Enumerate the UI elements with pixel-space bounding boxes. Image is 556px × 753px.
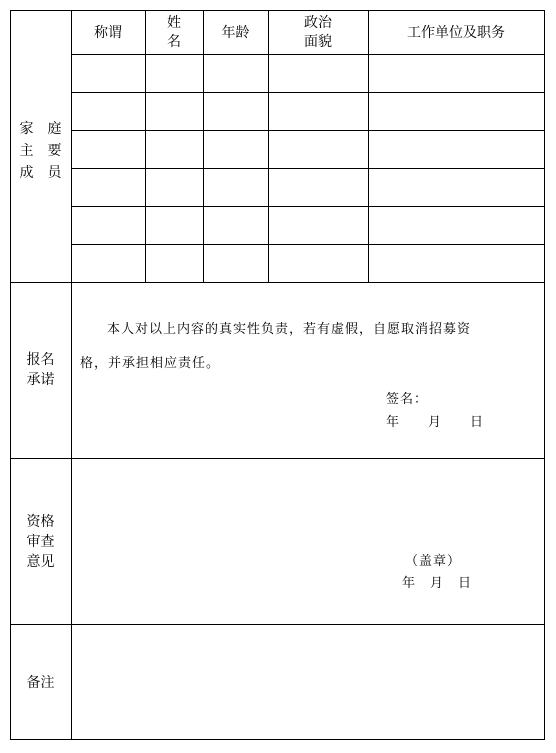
- family-row-divider: [71, 130, 545, 131]
- commitment-date: 年 月 日: [386, 415, 485, 430]
- commitment-label: [10, 350, 71, 390]
- family-row-divider: [71, 168, 545, 169]
- review-opinion-field[interactable]: [72, 459, 544, 624]
- form-right-border: [544, 10, 545, 740]
- remarks-label: 备注: [26, 675, 55, 691]
- form-bottom-border: [10, 739, 545, 740]
- family-row-divider: [71, 92, 545, 93]
- family-section-label: [10, 118, 71, 184]
- commitment-text-line: 本人对以上内容的真实性负责，若有虚假，自愿取消招募资: [107, 322, 472, 337]
- review-label-line: 意见: [26, 554, 55, 570]
- header-name-line: 名: [167, 34, 181, 50]
- header-work-unit: 工作单位及职务: [407, 25, 505, 41]
- family-label-line: 主 要: [19, 143, 62, 159]
- commitment-text-line: 格，并承担相应责任。: [80, 356, 221, 371]
- family-label-line: 成 员: [19, 165, 62, 181]
- family-row-divider: [71, 54, 545, 55]
- review-label: [10, 512, 71, 572]
- header-age: 年龄: [221, 25, 250, 41]
- signature-label: 签名：: [386, 392, 429, 407]
- remarks-field[interactable]: [72, 625, 544, 739]
- section-divider: [10, 282, 545, 283]
- review-label-line: 审查: [26, 534, 55, 550]
- header-political-status: [268, 14, 368, 52]
- header-name: [145, 14, 203, 52]
- family-col-divider: [203, 10, 204, 283]
- header-political-line: 政治: [304, 15, 332, 31]
- commitment-label-line: 承诺: [26, 372, 55, 388]
- commitment-label-line: 报名: [26, 352, 55, 368]
- family-col-divider: [368, 10, 369, 283]
- review-label-line: 资格: [26, 514, 55, 530]
- family-row-divider: [71, 206, 545, 207]
- stamp-label: （盖章）: [405, 554, 462, 569]
- header-political-line: 面貌: [304, 34, 332, 50]
- form-top-border: [10, 10, 545, 11]
- family-row-divider: [71, 244, 545, 245]
- family-label-line: 家 庭: [19, 121, 62, 137]
- review-date: 年 月 日: [402, 576, 473, 591]
- header-name-line: 姓: [167, 15, 181, 31]
- header-relation: 称谓: [94, 25, 122, 41]
